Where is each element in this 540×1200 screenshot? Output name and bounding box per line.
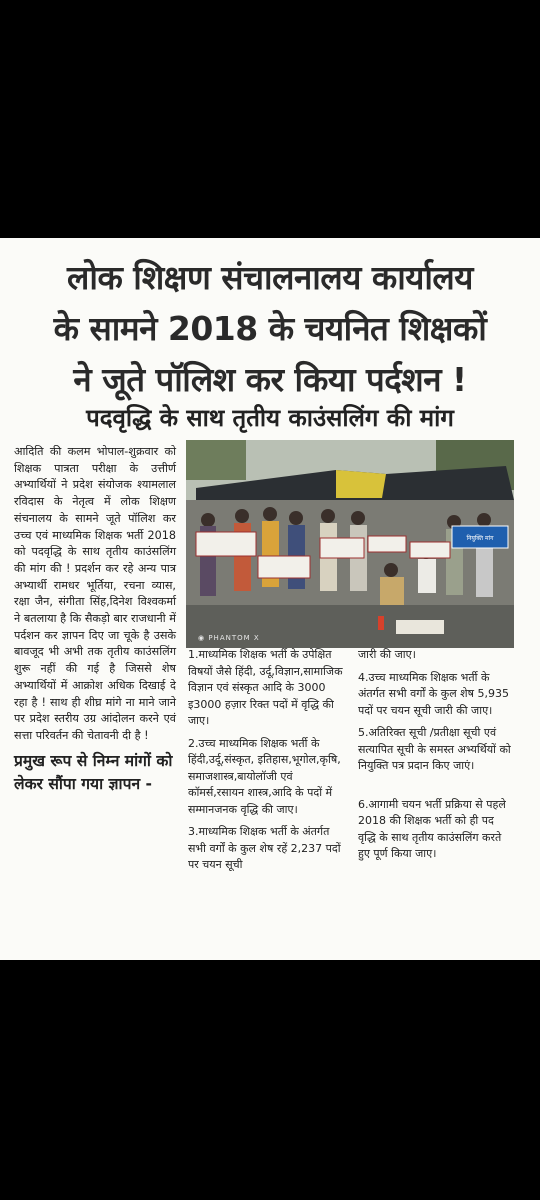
headline bbox=[0, 252, 540, 405]
article-intro: आदिति की कलम भोपाल-शुक्रवार को शिक्षक पात्रता परीक्षा के उत्तीर्ण अभ्यार्थियों ने प्रदेश संयोजक श्यामलाल रविदास के नेतृत्व में लोक शिक्षण संचनालय के सामने जूते पॉलिश कर उच्च एवं माध्यमिक शिक्षक भर्ती 2018 को पदवृद्धि के साथ तृतीय काउंसलिंग की मांग की ! प्रदर्शन कर रहे अन्य पात्र अभ्यार्थी रामधर भूर्तिया, रचना व्यास, रक्षा जैन, संगीता सिंह,दिनेश विश्वकर्मा ने बतलाया है कि सैकड़ो बार राजधानी में पर्दशन कर ज्ञापन दिए जा चूके है उसके बावजूद भी अभी तक तृतीय काउंसलिंग शुरू नहीं की गई है जिससे शेष अभ्यार्थियों में आक्रोश अधिक दिखाई दे रहा है ! साथ ही शीघ्र मांगे ना माने जाने पर प्रदेश स्तरीय उग्र आंदोलन करने एवं सत्ता परिवर्तन की चेतावनी दी है ! bbox=[14, 445, 176, 742]
demand-3-continued: जारी की जाए। bbox=[358, 648, 416, 661]
article-column-1 bbox=[14, 444, 176, 796]
demand-2: 2.उच्च माध्यमिक शिक्षक भर्ती के हिंदी,उर्दू,संस्कृत, इतिहास,भूगोल,कृषि, समाजशास्त्र,बायोलॉजी एवं कॉमर्स,रसायन शास्त्र,आदि के पदों में सम्मानजनक वृद्धि की जाए। bbox=[188, 736, 341, 816]
headline-line-2: के सामने 2018 के चयनित शिक्षकों bbox=[53, 309, 487, 348]
camera-watermark: ◉ PHANTOM X bbox=[198, 634, 260, 642]
protest-photo-illustration bbox=[186, 440, 514, 648]
demand-5: 5.अतिरिक्त सूची /प्रतीक्षा सूची एवं सत्यापित सूची के समस्त अभ्यर्थियों को नियुक्ति पत्र प्रदान किए जाएं। bbox=[358, 726, 511, 772]
demands-column-3 bbox=[358, 647, 513, 869]
protest-photo bbox=[186, 440, 514, 648]
headline-line-1: लोक शिक्षण संचालनालय कार्यालय bbox=[67, 258, 473, 297]
placard-label: नियुक्ति मांग bbox=[466, 535, 494, 542]
demand-6: 6.आगामी चयन भर्ती प्रक्रिया से पहले 2018 की शिक्षक भर्ती को ही पद वृद्धि के साथ तृतीय काउंसलिंग करते हुए पूर्ण किया जाए। bbox=[358, 797, 506, 860]
subheadline: पदवृद्धि के साथ तृतीय काउंसलिंग की मांग bbox=[86, 404, 454, 432]
demands-column-2 bbox=[188, 647, 343, 880]
headline-line-3: ने जूते पॉलिश कर किया पर्दशन ! bbox=[73, 360, 467, 399]
demand-1: 1.माध्यमिक शिक्षक भर्ती के उपेक्षित विषयों जैसे हिंदी, उर्दू,विज्ञान,सामाजिक विज्ञान एवं संस्कृत आदि के 3000 इ3000 हज़ार रिक्त पदों में वृद्धि की जाए। bbox=[188, 648, 343, 727]
newspaper-clipping bbox=[0, 238, 540, 960]
demands-lead: प्रमुख रूप से निम्न मांगों को लेकर सौंपा गया ज्ञापन - bbox=[14, 751, 173, 793]
demand-4: 4.उच्च माध्यमिक शिक्षक भर्ती के अंतर्गत सभी वर्गों के कुल शेष 5,935 पदों पर चयन सूची जारी की जाए। bbox=[358, 670, 509, 717]
demand-3: 3.माध्यमिक शिक्षक भर्ती के अंतर्गत सभी वर्गों के कुल शेष रहें 2,237 पदों पर चयन सूची bbox=[188, 825, 341, 871]
